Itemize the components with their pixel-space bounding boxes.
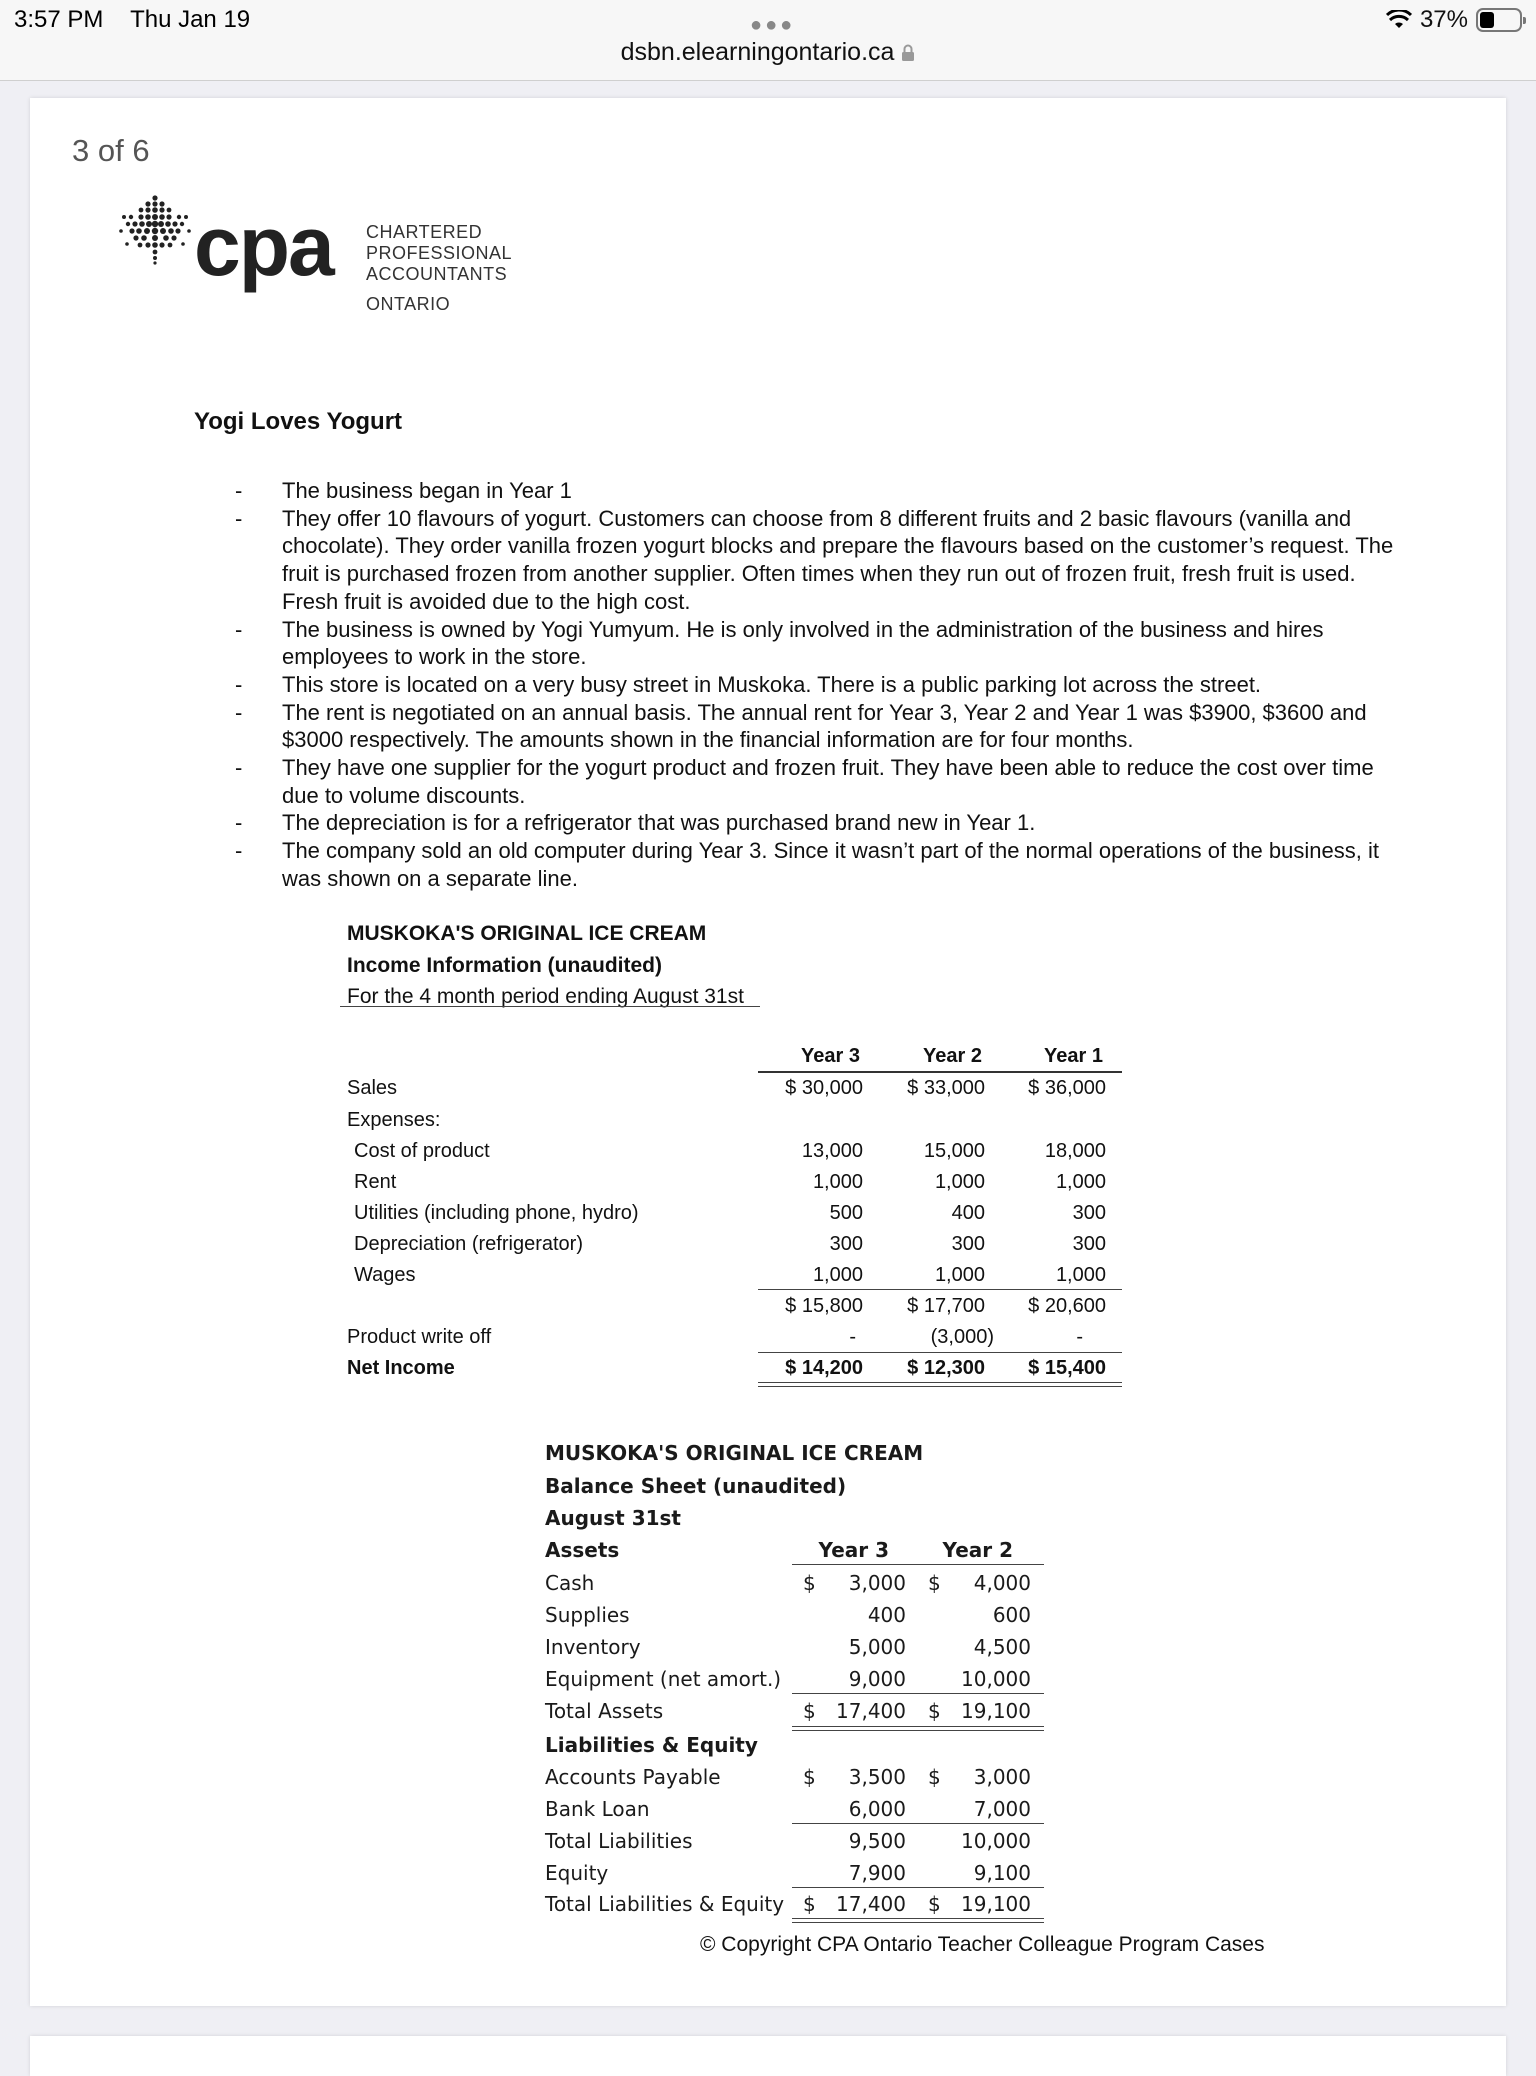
- bullet-dash: -: [235, 505, 243, 531]
- total-assets-value: 19,100: [961, 1699, 1031, 1723]
- battery-nub: [1523, 17, 1526, 24]
- double-rule-top: [758, 1382, 1122, 1383]
- total-assets-value: 17,400: [836, 1699, 906, 1723]
- multitasking-dots-icon[interactable]: ●●●: [750, 14, 796, 36]
- income-company-name: MUSKOKA'S ORIGINAL ICE CREAM: [347, 922, 707, 945]
- battery-icon: [1476, 8, 1522, 32]
- currency-sign: $: [803, 1765, 816, 1789]
- time-text: 3:57 PM: [14, 6, 104, 33]
- expense-label: Rent: [354, 1171, 397, 1193]
- double-rule-top: [792, 1918, 1044, 1919]
- income-year-header: Year 1: [1044, 1045, 1103, 1067]
- status-time: [14, 6, 250, 34]
- double-rule-bottom: [758, 1386, 1122, 1387]
- expense-value: 1,000: [1055, 1171, 1106, 1193]
- list-item-text: The company sold an old computer during Year 3. Since it wasn’t part of the normal operations of the business, it was shown on a separate line.: [282, 838, 1379, 891]
- header-underline: [340, 1006, 760, 1007]
- asset-value: 5,000: [848, 1635, 906, 1659]
- net-income-rule: [758, 1352, 1122, 1353]
- wifi-icon: [1386, 10, 1412, 30]
- list-item-text: They offer 10 flavours of yogurt. Customers can choose from 8 different fruits and 2 basic flavours (vanilla and chocolate). They order vanilla frozen yogurt blocks and prepare the flavours based on the customer’s request. The fruit is purchased frozen from another supplier. Often times when they run out of frozen fruit, fresh fruit is used. Fresh fruit is avoided due to the high cost.: [282, 505, 1394, 614]
- currency-sign: $: [928, 1699, 941, 1723]
- document-page[interactable]: [30, 98, 1506, 2006]
- asset-value: 3,000: [848, 1571, 906, 1595]
- balance-subtitle: Balance Sheet (unaudited): [545, 1474, 847, 1498]
- liability-value: 3,500: [848, 1765, 906, 1789]
- list-item: [235, 505, 1405, 616]
- expense-value: 1,000: [812, 1264, 863, 1286]
- net-income-value: $ 14,200: [785, 1357, 863, 1379]
- bullet-dash: -: [235, 699, 243, 725]
- expense-value: 300: [951, 1233, 985, 1255]
- expense-value: 18,000: [1044, 1140, 1106, 1162]
- maple-leaf-dots-icon: [118, 192, 192, 266]
- year-header-rule: [758, 1071, 1122, 1073]
- total-expenses-value: $ 15,800: [785, 1295, 863, 1317]
- list-item: [235, 809, 1405, 837]
- liability-value: 7,000: [973, 1797, 1031, 1821]
- net-income-label: Net Income: [347, 1357, 455, 1379]
- equity-label: Equity: [545, 1861, 609, 1885]
- list-item: [235, 616, 1405, 671]
- case-facts-list: [235, 477, 1405, 893]
- income-period: For the 4 month period ending August 31st: [347, 985, 744, 1008]
- balance-year-header: Year 3: [818, 1538, 889, 1562]
- liability-label: Bank Loan: [545, 1797, 650, 1821]
- expense-value: 400: [951, 1202, 985, 1224]
- income-subtitle: Income Information (unaudited): [347, 953, 662, 977]
- write-off-value: (3,000): [930, 1326, 994, 1348]
- bullet-dash: -: [235, 838, 243, 864]
- assets-total-rule: [792, 1693, 1044, 1694]
- total-assets-label: Total Assets: [545, 1699, 664, 1723]
- net-income-value: $ 15,400: [1028, 1357, 1106, 1379]
- total-liabilities-value: 10,000: [961, 1829, 1031, 1853]
- expense-value: 13,000: [801, 1140, 863, 1162]
- bullet-dash: -: [235, 671, 243, 697]
- list-item: [235, 837, 1405, 892]
- logo-text: [366, 222, 512, 285]
- write-off-label: Product write off: [347, 1326, 492, 1348]
- expense-value: 1,000: [934, 1171, 985, 1193]
- expense-label: Utilities (including phone, hydro): [354, 1202, 639, 1224]
- expense-value: 15,000: [923, 1140, 985, 1162]
- total-le-value: 19,100: [961, 1892, 1031, 1916]
- currency-sign: $: [928, 1765, 941, 1789]
- expense-value: 300: [1072, 1202, 1106, 1224]
- bullet-dash: -: [235, 478, 243, 503]
- currency-sign: $: [928, 1892, 941, 1916]
- asset-value: 10,000: [961, 1667, 1031, 1691]
- expense-value: 300: [829, 1233, 863, 1255]
- expense-value: 300: [1072, 1233, 1106, 1255]
- total-le-value: 17,400: [836, 1892, 906, 1916]
- list-item-text: This store is located on a very busy street in Muskoka. There is a public parking lot across the street.: [282, 671, 1262, 697]
- total-expenses-value: $ 17,700: [907, 1295, 985, 1317]
- balance-header-rule: [792, 1564, 1044, 1565]
- asset-label: Inventory: [545, 1635, 641, 1659]
- url-text: dsbn.elearningontario.ca: [620, 38, 895, 66]
- asset-value: 4,000: [973, 1571, 1031, 1595]
- list-item-text: They have one supplier for the yogurt product and frozen fruit. They have been able to reduce the cost over time due to volume discounts.: [282, 755, 1374, 808]
- battery-percent: 37%: [1419, 6, 1468, 33]
- total-expenses-value: $ 20,600: [1028, 1295, 1106, 1317]
- list-item-text: The depreciation is for a refrigerator that was purchased brand new in Year 1.: [282, 810, 1036, 836]
- document-title: Yogi Loves Yogurt: [194, 408, 403, 435]
- equity-total-rule: [792, 1887, 1044, 1888]
- double-rule-top: [792, 1726, 1044, 1727]
- balance-year-header: Year 2: [942, 1538, 1013, 1562]
- bullet-dash: -: [235, 616, 243, 642]
- next-document-page[interactable]: [30, 2036, 1506, 2076]
- income-year-header: Year 2: [923, 1045, 982, 1067]
- bullet-dash: -: [235, 755, 243, 781]
- logo-province: ONTARIO: [366, 294, 451, 314]
- liability-value: 3,000: [973, 1765, 1031, 1789]
- liability-label: Accounts Payable: [545, 1765, 721, 1789]
- logo-line-3: ACCOUNTANTS: [366, 264, 508, 284]
- status-bar: [0, 0, 1536, 81]
- list-item: [235, 699, 1405, 754]
- status-right: [1386, 6, 1522, 34]
- liability-value: 6,000: [848, 1797, 906, 1821]
- asset-label: Equipment (net amort.): [545, 1667, 782, 1691]
- asset-value: 600: [992, 1603, 1031, 1627]
- page-counter: 3 of 6: [72, 133, 150, 168]
- asset-label: Supplies: [545, 1603, 630, 1627]
- asset-value: 4,500: [973, 1635, 1031, 1659]
- sales-label: Sales: [347, 1077, 398, 1099]
- expense-value: 1,000: [812, 1171, 863, 1193]
- currency-sign: $: [928, 1571, 941, 1595]
- total-le-label: Total Liabilities & Equity: [545, 1892, 785, 1916]
- expense-label: Cost of product: [354, 1140, 490, 1162]
- total-liabilities-label: Total Liabilities: [545, 1829, 693, 1853]
- write-off-value: -: [1076, 1326, 1083, 1348]
- copyright-notice: © Copyright CPA Ontario Teacher Colleague Program Cases: [700, 1933, 1265, 1956]
- liabilities-total-rule: [792, 1823, 1044, 1824]
- asset-label: Cash: [545, 1571, 595, 1595]
- balance-company-name: MUSKOKA'S ORIGINAL ICE CREAM: [545, 1441, 924, 1465]
- sales-value: $ 36,000: [1028, 1077, 1106, 1099]
- list-item: [235, 671, 1405, 699]
- double-rule-bottom: [792, 1730, 1044, 1731]
- assets-heading: Assets: [545, 1538, 620, 1562]
- sales-value: $ 33,000: [907, 1077, 985, 1099]
- address-bar[interactable]: [0, 38, 1536, 67]
- currency-sign: $: [803, 1892, 816, 1916]
- balance-date: August 31st: [545, 1506, 681, 1530]
- expense-value: 500: [829, 1202, 863, 1224]
- list-item-text: The business is owned by Yogi Yumyum. He is only involved in the administration of the business and hires employees to work in the store.: [282, 616, 1324, 670]
- liabilities-equity-heading: Liabilities & Equity: [545, 1733, 758, 1757]
- list-item: [235, 754, 1405, 809]
- date-text: Thu Jan 19: [130, 6, 251, 33]
- list-item-text: The rent is negotiated on an annual basis. The annual rent for Year 3, Year 2 and Year 1 was $3900, $3600 and $3000 respectively. The amounts shown in the financial information are for four months.: [282, 699, 1367, 753]
- total-liabilities-value: 9,500: [848, 1829, 906, 1853]
- sales-value: $ 30,000: [785, 1077, 863, 1099]
- logo-line-2: PROFESSIONAL: [366, 243, 513, 263]
- expense-value: 1,000: [1055, 1264, 1106, 1286]
- asset-value: 400: [867, 1603, 906, 1627]
- expense-total-rule: [758, 1289, 1122, 1290]
- asset-value: 9,000: [848, 1667, 906, 1691]
- list-item: [235, 477, 1405, 505]
- currency-sign: $: [803, 1699, 816, 1723]
- income-year-header: Year 3: [801, 1045, 860, 1067]
- currency-sign: $: [803, 1571, 816, 1595]
- logo-line-1: CHARTERED: [366, 222, 483, 242]
- income-statement-header: [347, 918, 744, 1013]
- equity-value: 9,100: [973, 1861, 1031, 1885]
- battery-fill: [1480, 12, 1494, 28]
- double-rule-bottom: [792, 1922, 1044, 1923]
- list-item-text: The business began in Year 1: [282, 478, 572, 503]
- net-income-value: $ 12,300: [907, 1357, 985, 1379]
- bullet-dash: -: [235, 810, 243, 836]
- expense-label: Wages: [354, 1264, 416, 1286]
- expense-label: Depreciation (refrigerator): [354, 1233, 583, 1255]
- expenses-label: Expenses:: [347, 1109, 441, 1131]
- expense-value: 1,000: [934, 1264, 985, 1286]
- cpa-wordmark: cpa: [194, 199, 333, 293]
- lock-icon: [901, 44, 915, 62]
- write-off-value: -: [849, 1326, 856, 1348]
- equity-value: 7,900: [848, 1861, 906, 1885]
